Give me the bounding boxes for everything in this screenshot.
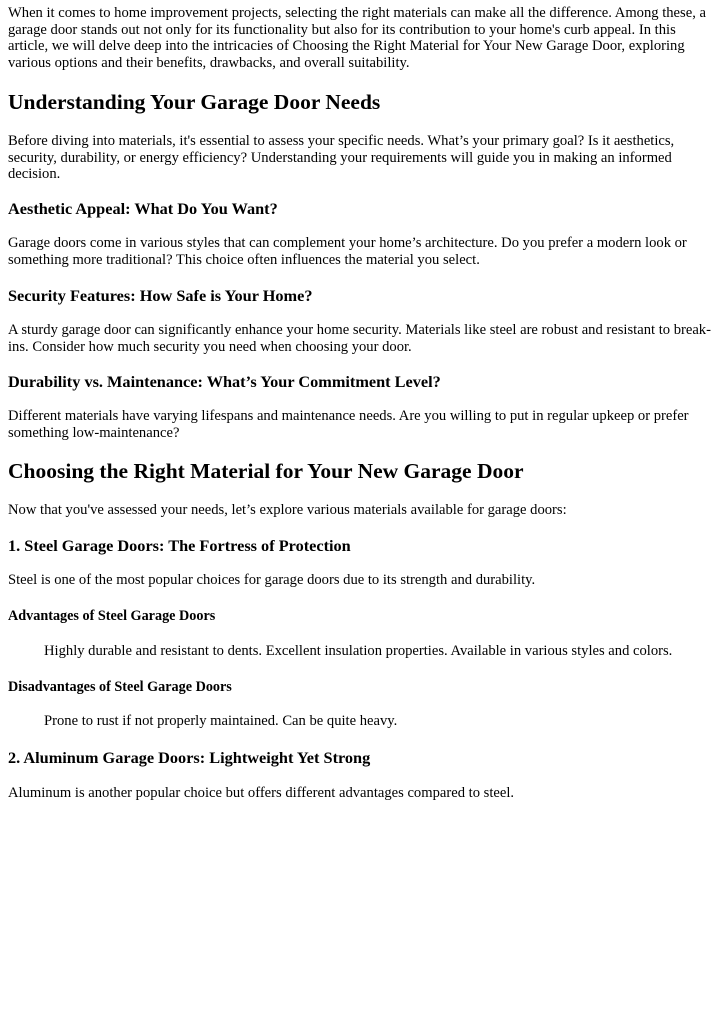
subheading-aesthetic: Aesthetic Appeal: What Do You Want? (8, 199, 278, 218)
needs-paragraph: Before diving into materials, it's essential to assess your specific needs. What’s your primary goal? Is it aesthetics, security, durability, or energy efficiency? Understanding your requirements will guide you in making an informed decision. (8, 133, 675, 183)
steel-advantages-text: Highly durable and resistant to dents. Excellent insulation properties. Available in various styles and colors. (44, 643, 673, 659)
section-heading-materials: Choosing the Right Material for Your New Garage Door (8, 459, 524, 483)
materials-paragraph: Now that you've assessed your needs, let’s explore various materials available for garage doors: (8, 502, 567, 518)
subheading-steel: 1. Steel Garage Doors: The Fortress of Protection (8, 536, 351, 555)
steel-advantages-heading: Advantages of Steel Garage Doors (8, 608, 216, 624)
subheading-security: Security Features: How Safe is Your Home? (8, 286, 313, 305)
steel-disadvantages-heading: Disadvantages of Steel Garage Doors (8, 679, 232, 695)
durability-paragraph: Different materials have varying lifespans and maintenance needs. Are you willing to put in regular upkeep or prefer something low-maintenance? (8, 408, 689, 441)
steel-disadvantages-text: Prone to rust if not properly maintained. Can be quite heavy. (44, 713, 398, 729)
subheading-aluminum: 2. Aluminum Garage Doors: Lightweight Yet Strong (8, 748, 371, 767)
aesthetic-paragraph: Garage doors come in various styles that can complement your home’s architecture. Do you prefer a modern look or something more traditional? This choice often influences the material you select. (8, 235, 687, 268)
intro-paragraph: When it comes to home improvement projects, selecting the right materials can make all the difference. Among these, a garage door stands out not only for its functionality but also for its contribution to your home's curb appeal. In this article, we will delve deep into the intricacies of Choosing the Right Material for Your New Garage Door, exploring various options and their benefits, drawbacks, and overall suitability. (8, 5, 706, 72)
aluminum-paragraph: Aluminum is another popular choice but offers different advantages compared to steel. (8, 785, 515, 801)
subheading-durability: Durability vs. Maintenance: What’s Your Commitment Level? (8, 372, 441, 391)
security-paragraph: A sturdy garage door can significantly enhance your home security. Materials like steel are robust and resistant to break-ins. Consider how much security you need when choosing your door. (8, 322, 711, 355)
steel-paragraph: Steel is one of the most popular choices for garage doors due to its strength and durability. (8, 572, 536, 588)
section-heading-needs: Understanding Your Garage Door Needs (8, 90, 381, 114)
